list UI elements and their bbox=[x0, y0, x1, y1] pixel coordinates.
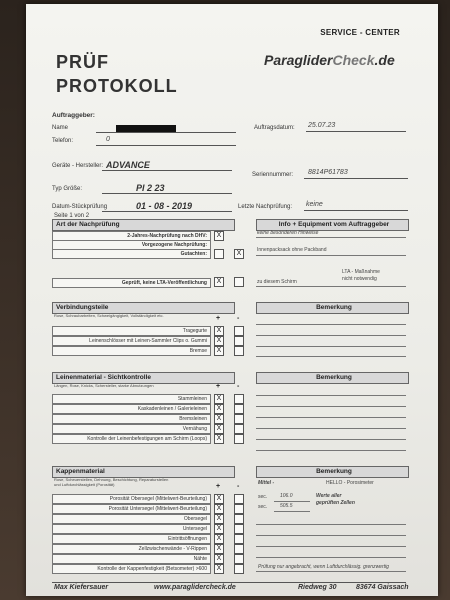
canopy-box-seams[interactable]: X bbox=[214, 554, 224, 564]
canopy-bottom-value: 505.5 bbox=[280, 503, 293, 509]
canopy-box-bottom-porosity[interactable]: X bbox=[214, 504, 224, 514]
lines-box-attach[interactable]: X bbox=[214, 434, 224, 444]
serial-value: 8814P61783 bbox=[308, 169, 348, 176]
canopy-row-top-sail: Obersegel bbox=[52, 514, 211, 524]
canopy-minus-bottom-sail[interactable] bbox=[234, 524, 244, 534]
lines-minus-brake[interactable] bbox=[234, 414, 244, 424]
lines-box-stitch[interactable]: X bbox=[214, 424, 224, 434]
canopy-row-top-porosity: Porosität Obersegel (Mittelwert-Beurteilung) bbox=[52, 494, 211, 504]
lines-box-brake[interactable]: X bbox=[214, 414, 224, 424]
manufacturer-label: Geräte - Hersteller: bbox=[52, 163, 104, 169]
order-date-value: 25.07.23 bbox=[308, 122, 336, 129]
section-check-type: Art der Nachprüfung bbox=[52, 219, 235, 231]
connector-row-links: Leinenschlösser mit Leinen-Sammler Clips o. Gummi bbox=[52, 336, 211, 346]
lines-row-main: Stammleinen bbox=[52, 394, 211, 404]
canopy-row-inlets: Eintrittsöffnungen bbox=[52, 534, 211, 544]
lines-plus: + bbox=[216, 383, 221, 390]
connector-minus-brake[interactable] bbox=[234, 346, 244, 356]
canopy-row-strength: Kontrolle der Kappenfestigkeit (Betsometer) >600 bbox=[52, 564, 211, 574]
canopy-final-note: Prüfung nur angebracht, wenn Luftdurchlässig. grenzwertig bbox=[258, 564, 389, 570]
canopy-subtitle-1: Rose, Scheuerstellen, Dehnung, Beschichtung, Reparaturstellen bbox=[54, 477, 169, 482]
phone-value: 0 bbox=[106, 136, 110, 143]
check-row-expert: Gutachten: bbox=[52, 249, 211, 259]
lines-minus-attach[interactable] bbox=[234, 434, 244, 444]
manufacture-date-label: Datum-Stückprüfung bbox=[52, 204, 108, 210]
connector-row-trim: Tragegurte bbox=[52, 326, 211, 336]
last-check-label: Letzte Nachprüfung: bbox=[238, 204, 293, 210]
form-title-line2: PROTOKOLL bbox=[56, 76, 178, 96]
canopy-worst-cells-1: Werte aller bbox=[316, 493, 342, 499]
canopy-minus-ribs[interactable] bbox=[234, 544, 244, 554]
info-note-3: zu diesem Schirm bbox=[257, 279, 297, 285]
connector-minus-trim[interactable] bbox=[234, 326, 244, 336]
canopy-minus: - bbox=[237, 483, 240, 490]
canopy-top-value: 106.0 bbox=[280, 493, 293, 499]
canopy-minus-bottom-porosity[interactable] bbox=[234, 504, 244, 514]
connectors-plus: + bbox=[216, 315, 221, 322]
service-center-label: SERVICE - CENTER bbox=[320, 28, 400, 37]
page-indicator: Seite 1 von 2 bbox=[54, 213, 90, 219]
check-box-packsack[interactable]: X bbox=[234, 249, 244, 259]
lta-measure-label: LTA - Maßnahme bbox=[342, 269, 380, 275]
canopy-row-bottom-porosity: Porosität Untersegel (Mittelwert-Beurteilung) bbox=[52, 504, 211, 514]
connector-box-brake[interactable]: X bbox=[214, 346, 224, 356]
section-info-equipment: Info + Equipment vom Auftraggeber bbox=[256, 219, 409, 231]
info-note-1: keine besonderen Hinweise bbox=[257, 230, 319, 236]
lines-box-cascade[interactable]: X bbox=[214, 404, 224, 414]
canopy-remark-header: Bemerkung bbox=[256, 466, 409, 478]
footer-city: 83674 Gaissach bbox=[356, 584, 409, 591]
check-row-tested: Geprüft, keine LTA-Veröffentlichung bbox=[52, 278, 211, 288]
lines-row-cascade: Kaskadenleinen / Galerieleinen bbox=[52, 404, 211, 414]
check-box-dhv[interactable]: X bbox=[214, 231, 224, 241]
section-canopy: Kappenmaterial bbox=[52, 466, 235, 478]
canopy-box-inlets[interactable]: X bbox=[214, 534, 224, 544]
lines-minus-cascade[interactable] bbox=[234, 404, 244, 414]
canopy-worst-cells-2: geprüften Zellen bbox=[316, 500, 355, 506]
canopy-minus-inlets[interactable] bbox=[234, 534, 244, 544]
type-size-value: PI 2 23 bbox=[136, 183, 165, 193]
footer-street: Riedweg 30 bbox=[298, 584, 337, 591]
canopy-minus-strength[interactable] bbox=[234, 564, 244, 574]
connector-box-links[interactable]: X bbox=[214, 336, 224, 346]
lines-row-attach: Kontrolle der Leinenbefestigungen am Schirm (Loops) bbox=[52, 434, 211, 444]
type-size-label: Typ Größe: bbox=[52, 186, 83, 192]
client-heading: Auftraggeber: bbox=[52, 112, 95, 119]
check-row-dhv: 2-Jahres-Nachprüfung nach DHV: bbox=[52, 231, 211, 241]
canopy-subtitle-2: und Luftdurchlässigkeit (Porosität) bbox=[54, 482, 115, 487]
connector-box-trim[interactable]: X bbox=[214, 326, 224, 336]
canopy-sec-label-1: sec. bbox=[258, 494, 268, 500]
canopy-minus-top-porosity[interactable] bbox=[234, 494, 244, 504]
form-title-line1: PRÜF bbox=[56, 52, 109, 72]
redacted-name bbox=[116, 125, 176, 132]
footer-name: Max Kiefersauer bbox=[54, 584, 109, 591]
check-box-expert[interactable] bbox=[214, 249, 224, 259]
canopy-porosimeter-label: HELLO - Porosimeter bbox=[326, 480, 374, 486]
manufacturer-value: ADVANCE bbox=[106, 160, 150, 170]
paraglidercheck-logo: ParagliderCheck.de bbox=[264, 52, 395, 68]
lines-subtitle: Längen, Rose, Knicks, Schersteller, starke Abnutzungen bbox=[54, 383, 154, 388]
last-check-value: keine bbox=[306, 201, 323, 208]
connectors-minus: - bbox=[237, 315, 240, 322]
canopy-box-top-sail[interactable]: X bbox=[214, 514, 224, 524]
section-connectors: Verbindungsteile bbox=[52, 302, 235, 314]
lines-box-main[interactable]: X bbox=[214, 394, 224, 404]
lines-minus-main[interactable] bbox=[234, 394, 244, 404]
canopy-avg-label: Mittel - bbox=[258, 480, 275, 486]
canopy-box-ribs[interactable]: X bbox=[214, 544, 224, 554]
section-lines: Leinenmaterial - Sichtkontrolle bbox=[52, 372, 235, 384]
check-box-lta[interactable] bbox=[234, 277, 244, 287]
inspection-form bbox=[26, 4, 438, 596]
lines-minus-stitch[interactable] bbox=[234, 424, 244, 434]
canopy-box-bottom-sail[interactable]: X bbox=[214, 524, 224, 534]
canopy-row-seams: Nähte bbox=[52, 554, 211, 564]
connector-row-brake: Bremse bbox=[52, 346, 211, 356]
lines-row-brake: Bremsleinen bbox=[52, 414, 211, 424]
canopy-minus-top-sail[interactable] bbox=[234, 514, 244, 524]
check-box-tested[interactable]: X bbox=[214, 277, 224, 287]
check-row-early: Vorgezogene Nachprüfung: bbox=[52, 240, 211, 250]
canopy-plus: + bbox=[216, 483, 221, 490]
lta-measure-value: nicht notwendig bbox=[342, 276, 377, 282]
canopy-row-ribs: Zellzwischenwände - V-Rippen bbox=[52, 544, 211, 554]
connector-minus-links[interactable] bbox=[234, 336, 244, 346]
canopy-minus-seams[interactable] bbox=[234, 554, 244, 564]
canopy-row-bottom-sail: Untersegel bbox=[52, 524, 211, 534]
canopy-sec-label-2: sec. bbox=[258, 504, 268, 510]
canopy-box-top-porosity[interactable]: X bbox=[214, 494, 224, 504]
name-label: Name bbox=[52, 125, 69, 131]
lines-row-stitch: Vernähung bbox=[52, 424, 211, 434]
order-date-label: Auftragsdatum: bbox=[254, 125, 295, 131]
phone-label: Telefon: bbox=[52, 138, 74, 144]
connectors-remark-header: Bemerkung bbox=[256, 302, 409, 314]
serial-label: Seriennummer: bbox=[252, 172, 294, 178]
info-note-2: Innenpacksack ohne Packband bbox=[257, 247, 327, 253]
canopy-box-strength[interactable]: X bbox=[214, 564, 224, 574]
footer-website: www.paraglidercheck.de bbox=[154, 584, 236, 591]
connectors-subtitle: Rose, Schraubarbeiten, Schweigängigkeit, Vollständigkeit etc. bbox=[54, 313, 164, 318]
lines-minus: - bbox=[237, 383, 240, 390]
lines-remark-header: Bemerkung bbox=[256, 372, 409, 384]
manufacture-date-value: 01 - 08 - 2019 bbox=[136, 201, 193, 211]
